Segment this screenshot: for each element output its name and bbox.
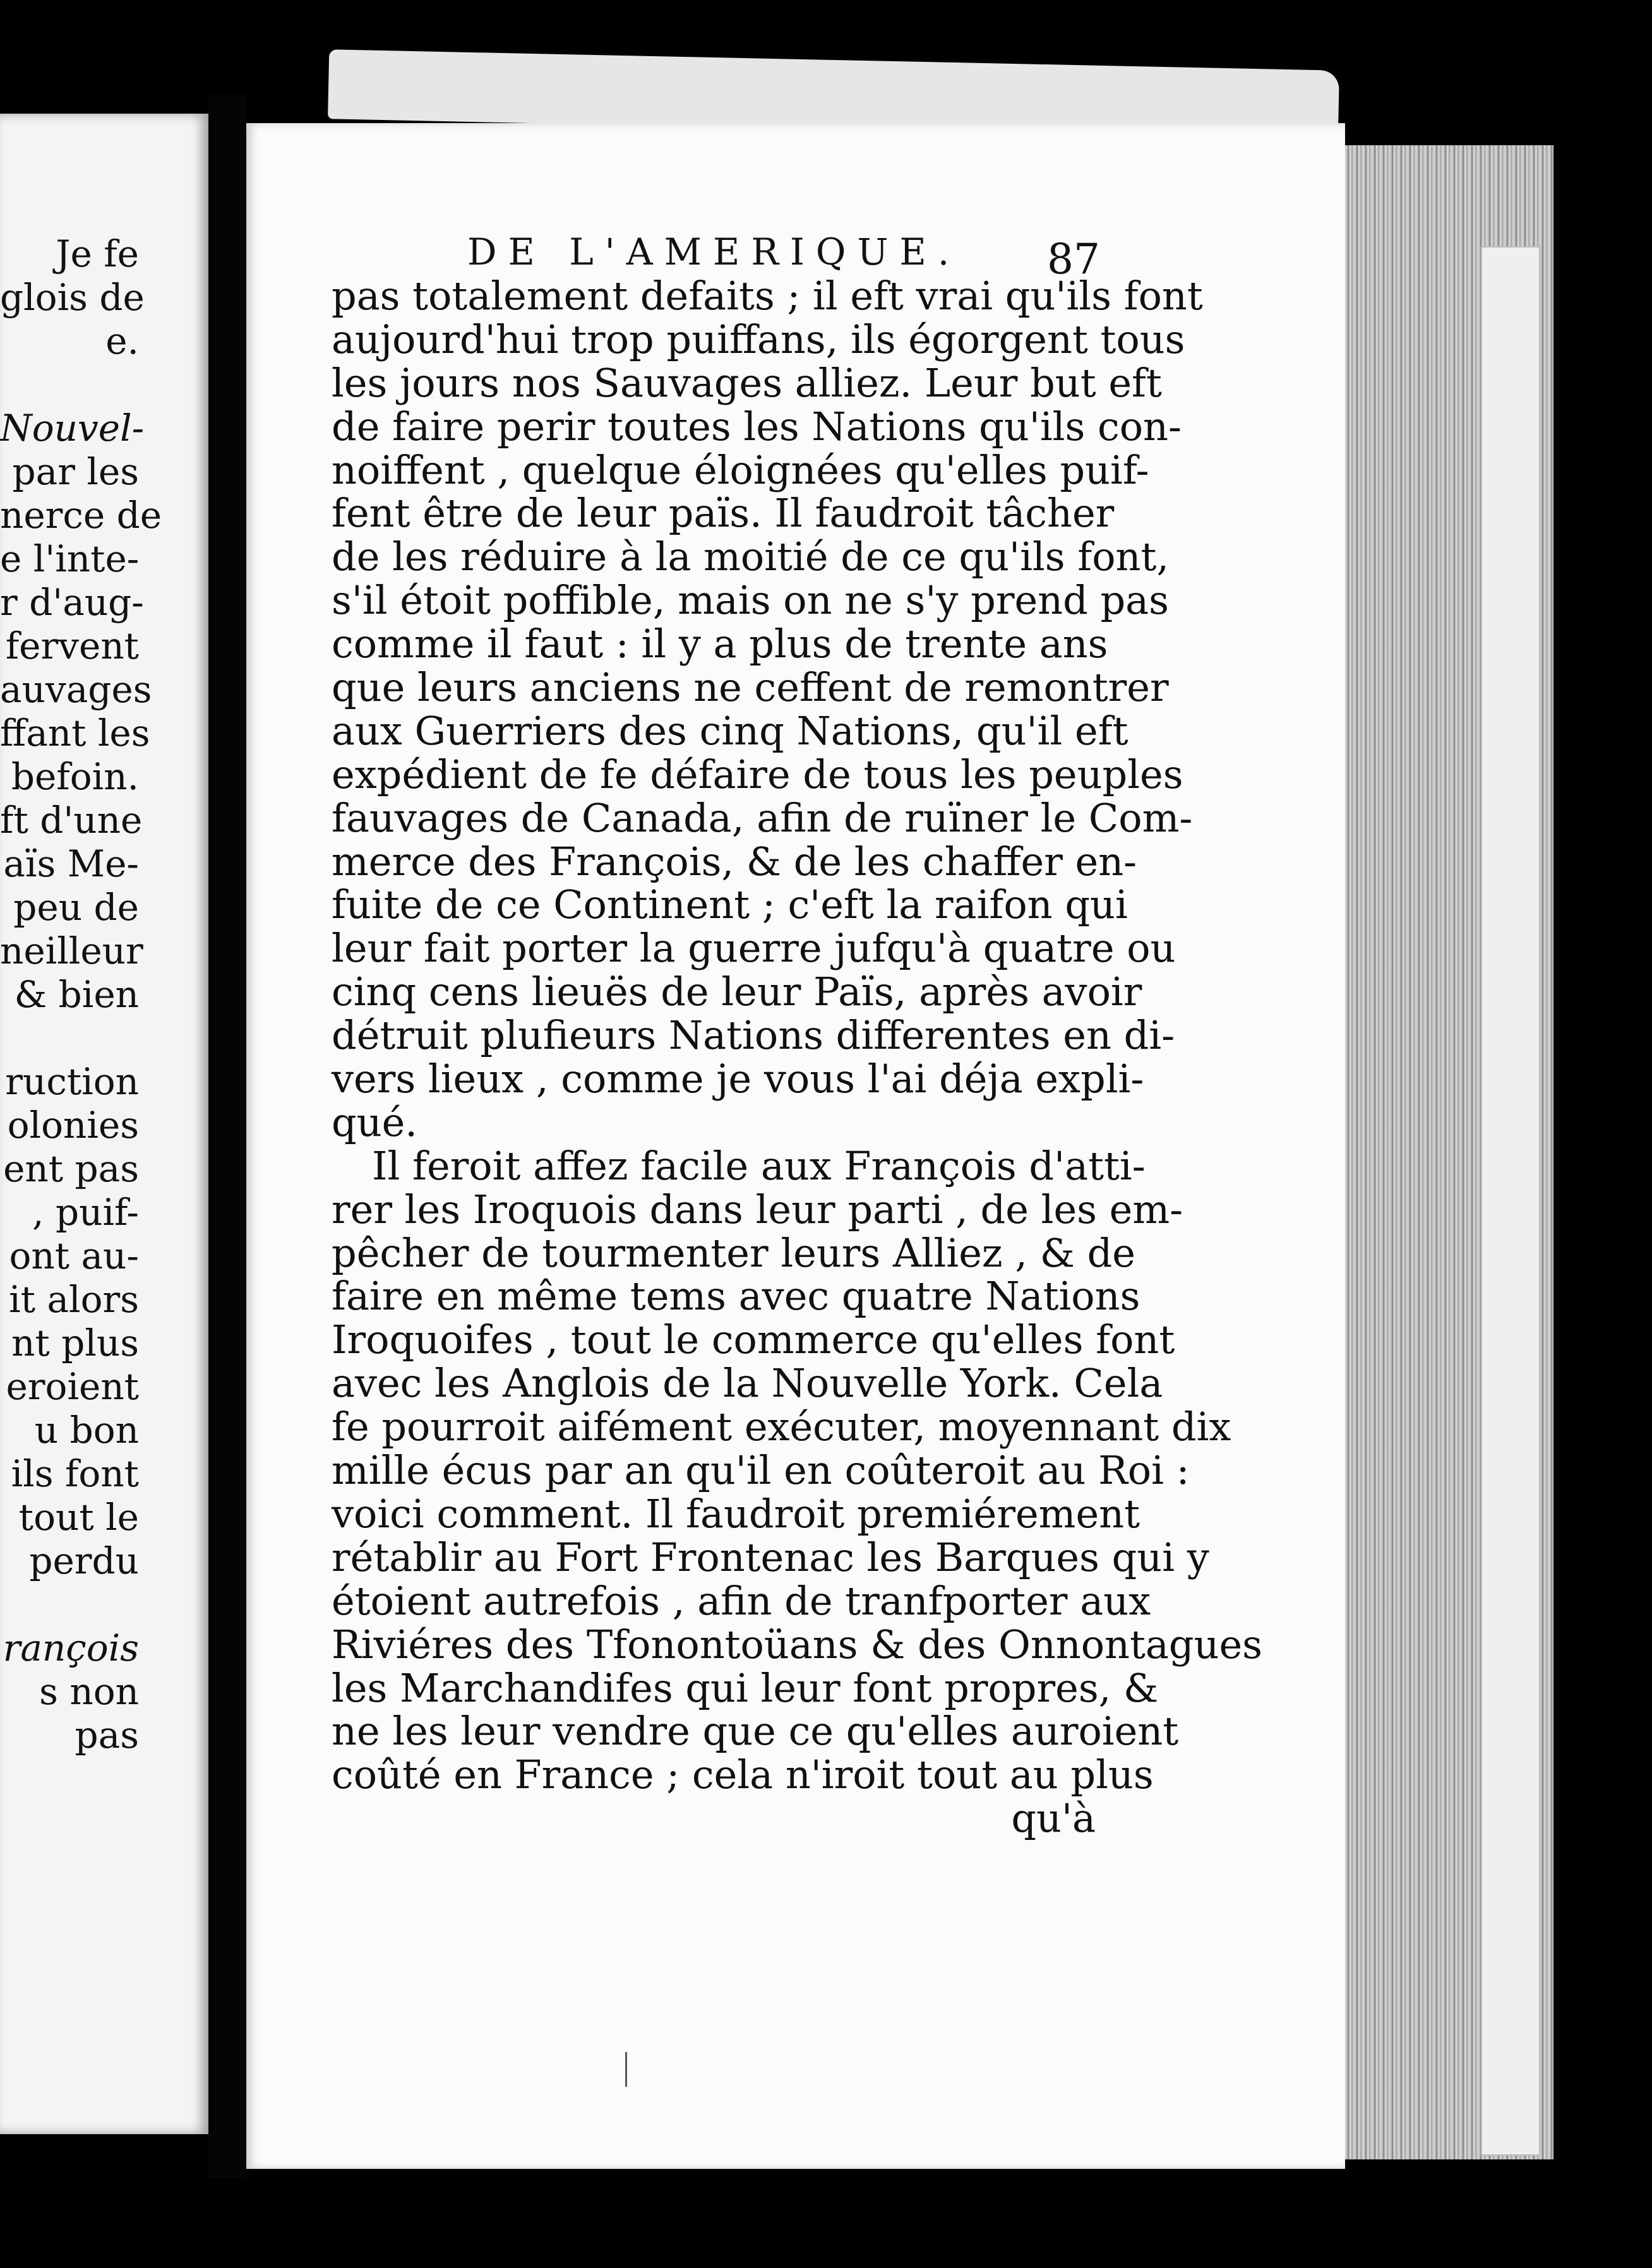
left-page-line: e. [105,319,139,362]
text-line: cinq cens lieuës de leur Païs, après avoir [332,969,1142,1015]
left-page-line: ont au- [9,1234,139,1277]
left-page-line: ft d'une [0,799,143,842]
left-page-line: perdu [29,1539,139,1582]
text-line: expédient de fe défaire de tous les peuples [332,751,1183,797]
text-line: qué. [332,1099,418,1145]
left-page-line: Nouvel- [0,407,145,450]
text-line: les jours nos Sauvages alliez. Leur but eft [332,359,1162,406]
left-page-line: , puif- [32,1191,139,1234]
left-page-line: befoin. [11,755,139,798]
text-line: de faire perir toutes les Nations qu'ils con- [332,403,1182,450]
left-page-line: s non [39,1670,139,1713]
left-page-line: peu de [13,886,139,929]
text-line: de les réduire à la moitié de ce qu'ils font, [332,534,1170,580]
text-line: aux Guerriers des cinq Nations, qu'il eft [332,707,1128,754]
page-number: 87 [1047,235,1100,284]
left-page-line: fervent [5,624,139,667]
text-line: étoient autrefois , afin de tranfporter aux [332,1577,1151,1624]
left-page-line: e l'inte- [0,537,140,580]
text-line: Riviéres des Tfonontoüans & des Onnontagues [332,1621,1262,1668]
text-line: pas totalement defaits ; il eft vrai qu'ils font [332,273,1203,319]
text-line: Il feroit affez facile aux François d'atti- [372,1142,1146,1189]
text-line: faire en même tems avec quatre Nations [332,1273,1140,1320]
running-head: DE L'AMERIQUE. [467,230,961,273]
left-page-line: tout le [18,1496,139,1539]
text-line: comme il faut : il y a plus de trente ans [332,621,1108,667]
text-line: détruit plufieurs Nations differentes en di- [332,1012,1175,1059]
text-line: noiffent , quelque éloignées qu'elles puif- [332,446,1149,493]
left-page-line: ent pas [3,1147,139,1190]
text-line: s'il étoit poffible, mais on ne s'y prend pas [332,577,1169,624]
text-line: voici comment. Il faudroit premiérement [332,1490,1140,1537]
text-line: ne les leur vendre que ce qu'elles auroient [332,1708,1179,1755]
left-page-line: ruction [5,1060,139,1103]
book-gutter [208,95,246,2178]
text-line: les Marchandifes qui leur font propres, & [332,1664,1159,1711]
left-page-line: ils font [11,1452,139,1495]
left-page-line: ffant les [0,712,150,755]
text-line: rétablir au Fort Frontenac les Barques qui y [332,1534,1209,1580]
text-line: fauvages de Canada, afin de ruïner le Com- [332,794,1193,841]
left-page-line: nt plus [11,1322,139,1364]
text-line: leur fait porter la guerre jufqu'à quatre ou [332,925,1176,972]
text-line: que leurs anciens ne ceffent de remontrer [332,664,1169,711]
left-page-line: Je fe [56,232,139,275]
left-page-line: it alors [9,1278,139,1321]
text-line: avec les Anglois de la Nouvelle York. Cela [332,1360,1163,1407]
text-line: Iroquoifes , tout le commerce qu'elles font [332,1316,1175,1363]
text-line: fe pourroit aifément exécuter, moyennant dix [332,1404,1231,1450]
text-line: qu'à [1011,1795,1096,1842]
left-page-line: u bon [34,1409,139,1452]
text-line: mille écus par an qu'il en coûteroit au Roi : [332,1447,1190,1494]
body-text [332,273,1262,1842]
pencil-mark [625,2052,627,2087]
text-line: vers lieux , comme je vous l'ai déja expli- [332,1056,1144,1102]
left-page-line: rançois [3,1626,139,1669]
text-line: pêcher de tourmenter leurs Alliez , & de [332,1229,1135,1276]
left-page-line: auvages [0,668,152,711]
left-page-line: aïs Me- [3,842,139,885]
left-page-line: nerce de [0,494,162,537]
left-page-line: pas [75,1714,139,1757]
left-page-line: eroient [6,1365,139,1408]
text-line: fuite de ce Continent ; c'eft la raifon qui [332,881,1128,928]
left-page-line: neilleur [0,929,143,972]
left-page-line: olonies [7,1104,139,1147]
text-line: coûté en France ; cela n'iroit tout au plus [332,1752,1154,1798]
text-line: merce des François, & de les chaffer en- [332,838,1137,885]
left-page-line: & bien [14,973,139,1016]
left-page-line: par les [12,450,139,493]
text-line: aujourd'hui trop puiffans, ils égorgent tous [332,316,1185,362]
left-page-line: r d'aug- [0,581,144,624]
book-board-edge [1481,246,1540,2156]
left-facing-page [0,114,208,2134]
left-page-line: glois de [0,276,145,319]
text-line: fent être de leur païs. Il faudroit tâcher [332,490,1115,537]
text-line: rer les Iroquois dans leur parti , de les em- [332,1186,1183,1232]
